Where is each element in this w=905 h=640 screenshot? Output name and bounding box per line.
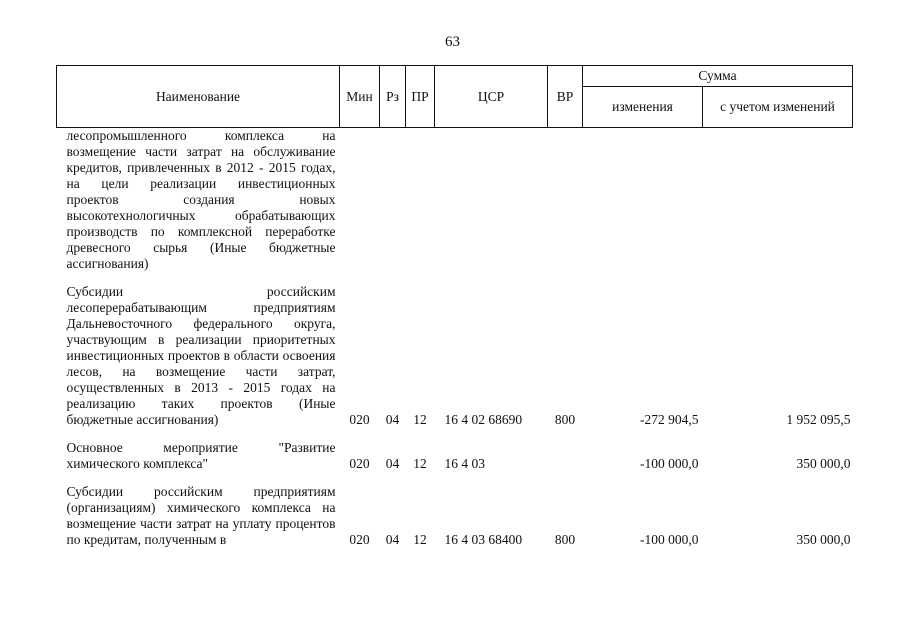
row-pr: 12 [413,456,427,471]
row-csr: 16 4 02 68690 [444,412,523,427]
header-csr: ЦСР [435,66,548,128]
table-row [57,440,853,472]
row-change: -100 000,0 [640,456,699,471]
row-csr [435,128,548,273]
row-spacer [57,472,853,484]
row-name: Субсидии российским предприятиям (организациям) химического комплекса на возмещение части затрат на уплату процентов по кредитам, полученным в [66,484,336,547]
row-change: -100 000,0 [640,532,699,547]
row-change [583,128,703,273]
header-vr: ВР [548,66,583,128]
row-with-change [703,128,853,273]
header-with-change: с учетом изменений [703,87,853,128]
row-csr: 16 4 03 [444,456,485,471]
row-with-change: 350 000,0 [796,532,851,547]
table-row [57,484,853,548]
row-with-change: 350 000,0 [796,456,851,471]
header-sum: Сумма [583,66,853,87]
row-name: лесопромышленного комплекса на возмещение части затрат на обслуживание кредитов, привлеченных в 2012 - 2015 годах, на цели реализации инвестиционных проектов создания новых высокотехнологичных обрабатывающих производств по комплексной переработке древесного сырья (Иные бюджетные ассигнования) [66,128,336,271]
row-name: Субсидии российским лесоперерабатывающим предприятиям Дальневосточного федерального округа, участвующим в реализации приоритетных инвестиционных проектов в области освоения лесов, на возмещение части затрат, осуществленных в 2013 - 2015 годах на реализацию таких проектов (Иные бюджетные ассигнования) [66,284,336,427]
row-vr [548,440,583,472]
row-pr: 12 [413,532,427,547]
row-spacer [57,428,853,440]
header-name: Наименование [57,66,340,128]
row-min: 020 [349,412,370,427]
row-rz: 04 [385,456,400,471]
row-with-change: 1 952 095,5 [786,412,851,427]
row-name: Основное мероприятие "Развитие химического комплекса" [66,440,336,471]
row-vr: 800 [554,412,576,427]
table-row [57,284,853,428]
budget-table [56,65,853,548]
row-min: 020 [349,532,370,547]
row-pr: 12 [413,412,427,427]
row-csr: 16 4 03 68400 [444,532,523,547]
header-rz: Рз [380,66,406,128]
row-spacer [57,272,853,284]
row-rz: 04 [385,412,400,427]
header-min: Мин [340,66,380,128]
row-min [340,128,380,273]
row-vr: 800 [554,532,576,547]
header-pr: ПР [406,66,435,128]
row-pr [406,128,435,273]
header-change: изменения [583,87,703,128]
row-min: 020 [349,456,370,471]
row-vr [548,128,583,273]
table-row [57,128,853,273]
page-number: 63 [445,34,460,50]
row-change: -272 904,5 [640,412,699,427]
row-rz: 04 [385,532,400,547]
row-rz [380,128,406,273]
